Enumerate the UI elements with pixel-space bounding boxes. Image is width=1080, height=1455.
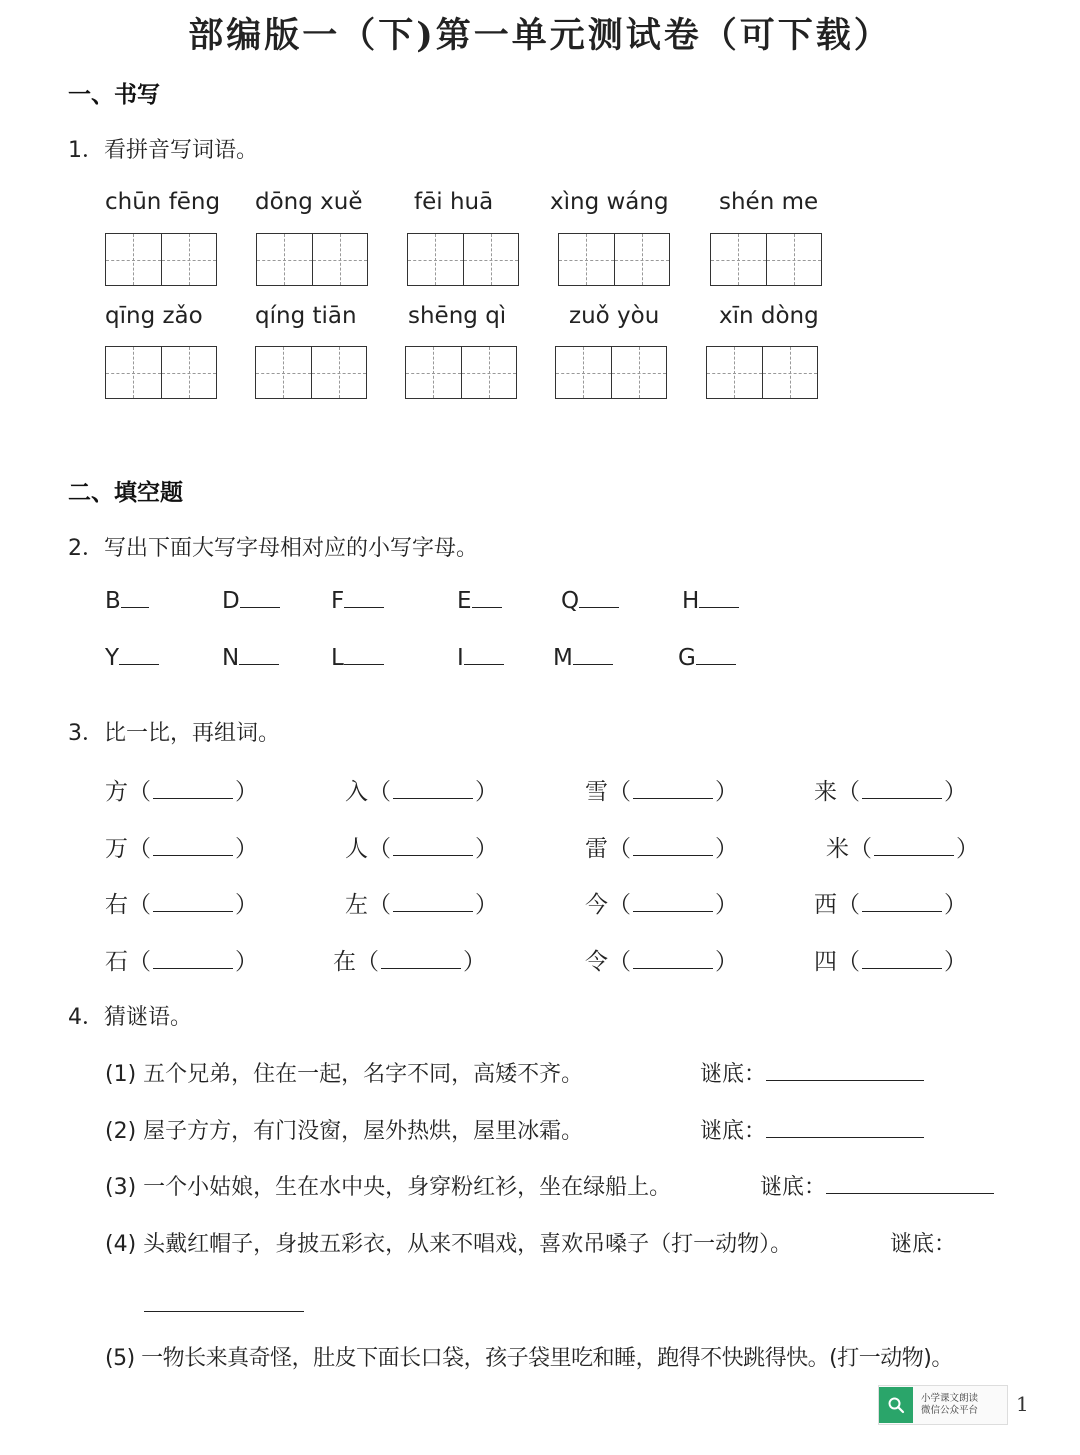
question-1-prompt: 1．看拼音写词语。 bbox=[68, 138, 258, 163]
word-blank[interactable] bbox=[105, 830, 258, 863]
close-paren: ） bbox=[235, 892, 258, 918]
letter-uppercase: N bbox=[222, 645, 240, 671]
close-paren: ） bbox=[715, 949, 738, 975]
char-label: 右 bbox=[105, 892, 128, 918]
writing-grid[interactable] bbox=[105, 233, 217, 286]
close-paren: ） bbox=[715, 779, 738, 805]
page-number: 1 bbox=[1016, 1392, 1029, 1416]
letter-uppercase: Q bbox=[561, 588, 580, 614]
writing-grid[interactable] bbox=[407, 233, 519, 286]
pinyin-label: qíng tiān bbox=[255, 303, 357, 329]
char-label: 在 bbox=[333, 949, 356, 975]
letter-uppercase: G bbox=[678, 645, 696, 671]
letter-item[interactable] bbox=[222, 588, 280, 614]
close-paren: ） bbox=[715, 836, 738, 862]
letter-item[interactable] bbox=[331, 588, 384, 614]
close-paren: ） bbox=[944, 949, 967, 975]
letter-item[interactable] bbox=[457, 645, 504, 671]
char-label: 入 bbox=[345, 779, 368, 805]
open-paren: （ bbox=[356, 949, 379, 975]
word-blank[interactable] bbox=[105, 773, 258, 806]
word-blank[interactable] bbox=[585, 773, 738, 806]
open-paren: （ bbox=[837, 779, 860, 805]
answer-label: 谜底： bbox=[890, 1232, 957, 1257]
letter-item[interactable] bbox=[222, 645, 279, 671]
section-heading-fill-blank: 二、填空题 bbox=[68, 480, 183, 506]
char-label: 四 bbox=[814, 949, 837, 975]
writing-grid[interactable] bbox=[405, 346, 517, 399]
riddle-answer[interactable] bbox=[700, 1114, 924, 1145]
word-blank[interactable] bbox=[105, 943, 258, 976]
badge-line-2: 微信公众平台 bbox=[921, 1405, 979, 1416]
question-3-prompt: 3．比一比，再组词。 bbox=[68, 721, 280, 746]
word-blank[interactable] bbox=[814, 943, 967, 976]
char-label: 方 bbox=[105, 779, 128, 805]
letter-uppercase: E bbox=[457, 588, 472, 614]
pinyin-label: chūn fēng bbox=[105, 189, 221, 215]
riddle-answer-line[interactable] bbox=[144, 1293, 304, 1312]
char-label: 左 bbox=[345, 892, 368, 918]
answer-label: 谜底： bbox=[700, 1062, 767, 1087]
letter-uppercase: I bbox=[457, 645, 464, 671]
pinyin-label: fēi huā bbox=[414, 189, 494, 215]
question-2-prompt: 2．写出下面大写字母相对应的小写字母。 bbox=[68, 536, 478, 561]
pinyin-label: qīng zǎo bbox=[105, 303, 203, 329]
riddle-text: (2) 屋子方方，有门没窗，屋外热烘，屋里冰霜。 bbox=[105, 1119, 584, 1144]
word-blank[interactable] bbox=[345, 830, 498, 863]
open-paren: （ bbox=[849, 836, 872, 862]
word-blank[interactable] bbox=[585, 886, 738, 919]
letter-item[interactable] bbox=[105, 588, 149, 614]
close-paren: ） bbox=[475, 892, 498, 918]
word-blank[interactable] bbox=[826, 830, 979, 863]
letter-uppercase: Y bbox=[105, 645, 120, 671]
letter-item[interactable] bbox=[553, 645, 613, 671]
riddle-text: (1) 五个兄弟，住在一起，名字不同，高矮不齐。 bbox=[105, 1062, 584, 1087]
close-paren: ） bbox=[475, 836, 498, 862]
pinyin-label: zuǒ yòu bbox=[569, 303, 660, 329]
close-paren: ） bbox=[235, 836, 258, 862]
char-label: 米 bbox=[826, 836, 849, 862]
page-title: 部编版一（下)第一单元测试卷（可下载） bbox=[188, 15, 892, 56]
close-paren: ） bbox=[235, 779, 258, 805]
word-blank[interactable] bbox=[105, 886, 258, 919]
letter-uppercase: L bbox=[331, 645, 344, 671]
writing-grid[interactable] bbox=[255, 346, 367, 399]
open-paren: （ bbox=[837, 892, 860, 918]
riddle-answer[interactable] bbox=[700, 1057, 924, 1088]
letter-item[interactable] bbox=[105, 645, 159, 671]
riddle-text: (3) 一个小姑娘，生在水中央，身穿粉红衫，坐在绿船上。 bbox=[105, 1175, 672, 1200]
letter-uppercase: D bbox=[222, 588, 240, 614]
word-blank[interactable] bbox=[333, 943, 486, 976]
word-blank[interactable] bbox=[814, 773, 967, 806]
letter-item[interactable] bbox=[561, 588, 619, 614]
char-label: 万 bbox=[105, 836, 128, 862]
close-paren: ） bbox=[235, 949, 258, 975]
wechat-badge[interactable] bbox=[878, 1385, 1008, 1425]
section-heading-writing: 一、书写 bbox=[68, 82, 160, 108]
writing-grid[interactable] bbox=[105, 346, 217, 399]
writing-grid[interactable] bbox=[555, 346, 667, 399]
writing-grid[interactable] bbox=[558, 233, 670, 286]
open-paren: （ bbox=[368, 836, 391, 862]
writing-grid[interactable] bbox=[706, 346, 818, 399]
riddle-text: (5) 一物长来真奇怪，肚皮下面长口袋，孩子袋里吃和睡，跑得不快跳得快。(打一动物)。 bbox=[105, 1346, 953, 1371]
open-paren: （ bbox=[837, 949, 860, 975]
letter-item[interactable] bbox=[678, 645, 736, 671]
open-paren: （ bbox=[128, 836, 151, 862]
close-paren: ） bbox=[715, 892, 738, 918]
letter-uppercase: M bbox=[553, 645, 573, 671]
pinyin-label: shén me bbox=[719, 189, 819, 215]
letter-item[interactable] bbox=[331, 645, 384, 671]
open-paren: （ bbox=[608, 836, 631, 862]
pinyin-label: xīn dòng bbox=[719, 303, 819, 329]
close-paren: ） bbox=[944, 892, 967, 918]
char-label: 西 bbox=[814, 892, 837, 918]
pinyin-label: xìng wáng bbox=[550, 189, 669, 215]
word-blank[interactable] bbox=[345, 886, 498, 919]
char-label: 今 bbox=[585, 892, 608, 918]
open-paren: （ bbox=[368, 892, 391, 918]
letter-uppercase: H bbox=[682, 588, 700, 614]
letter-uppercase: B bbox=[105, 588, 121, 614]
badge-line-1: 小学课文朗读 bbox=[921, 1393, 979, 1404]
pinyin-label: dōng xuě bbox=[255, 189, 363, 215]
open-paren: （ bbox=[368, 779, 391, 805]
close-paren: ） bbox=[944, 779, 967, 805]
pinyin-label: shēng qì bbox=[408, 303, 507, 329]
question-4-prompt: 4．猜谜语。 bbox=[68, 1005, 192, 1030]
open-paren: （ bbox=[128, 892, 151, 918]
char-label: 令 bbox=[585, 949, 608, 975]
open-paren: （ bbox=[128, 949, 151, 975]
word-blank[interactable] bbox=[585, 943, 738, 976]
word-blank[interactable] bbox=[345, 773, 498, 806]
char-label: 来 bbox=[814, 779, 837, 805]
word-blank[interactable] bbox=[585, 830, 738, 863]
open-paren: （ bbox=[608, 779, 631, 805]
char-label: 人 bbox=[345, 836, 368, 862]
writing-grid[interactable] bbox=[710, 233, 822, 286]
open-paren: （ bbox=[608, 949, 631, 975]
close-paren: ） bbox=[475, 779, 498, 805]
answer-label: 谜底： bbox=[760, 1175, 827, 1200]
writing-grid[interactable] bbox=[256, 233, 368, 286]
answer-label: 谜底： bbox=[700, 1119, 767, 1144]
char-label: 雷 bbox=[585, 836, 608, 862]
letter-item[interactable] bbox=[457, 588, 502, 614]
char-label: 石 bbox=[105, 949, 128, 975]
letter-uppercase: F bbox=[331, 588, 345, 614]
char-label: 雪 bbox=[585, 779, 608, 805]
open-paren: （ bbox=[608, 892, 631, 918]
open-paren: （ bbox=[128, 779, 151, 805]
letter-item[interactable] bbox=[682, 588, 739, 614]
close-paren: ） bbox=[956, 836, 979, 862]
close-paren: ） bbox=[463, 949, 486, 975]
riddle-text: (4) 头戴红帽子，身披五彩衣，从来不唱戏，喜欢吊嗓子（打一动物）。 bbox=[105, 1232, 793, 1257]
search-icon bbox=[879, 1387, 913, 1423]
word-blank[interactable] bbox=[814, 886, 967, 919]
riddle-answer[interactable] bbox=[760, 1170, 994, 1201]
